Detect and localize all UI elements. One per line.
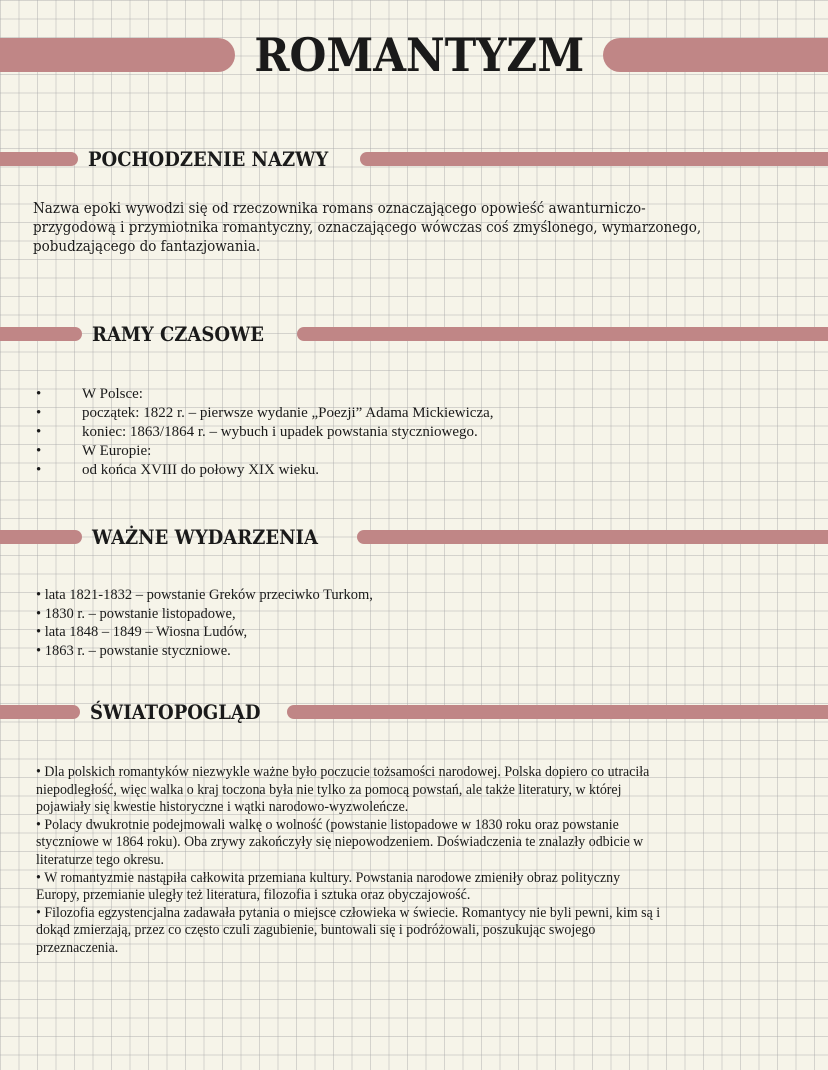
heading-ramy-czasowe: RAMY CZASOWE	[92, 322, 265, 346]
section-bar-right	[360, 152, 828, 166]
item-text: W Polsce:	[82, 386, 143, 402]
list-item	[36, 423, 494, 442]
heading-pochodzenie-nazwy: POCHODZENIE NAZWY	[88, 147, 329, 171]
section-bar-left	[0, 152, 78, 166]
section-bar-right	[357, 530, 828, 544]
list-item	[36, 442, 494, 461]
nazwa-paragraph	[33, 200, 701, 257]
section-bar-left	[0, 705, 80, 719]
item-text: od końca XVIII do połowy XIX wieku.	[82, 462, 320, 478]
text-line: Europy, przemianie uległy też literatura, filozofia i sztuka oraz obyczajowość.	[36, 887, 471, 904]
list-item: • lata 1821-1832 – powstanie Greków przeciwko Turkom,	[36, 587, 373, 603]
section-bar-left	[0, 327, 82, 341]
text-line: pojawiały się kwestie historyczne i wątki narodowo-wyzwoleńcze.	[36, 799, 409, 816]
text-line: przygodową i przymiotnika romantyczny, oznaczającego wówczas coś zmyślonego, wymarzonego,	[33, 220, 702, 236]
bullet: •	[36, 462, 42, 478]
list-item: • 1863 r. – powstanie styczniowe.	[36, 642, 231, 659]
page-title: ROMANTYZM	[254, 28, 585, 82]
ramy-list	[36, 385, 494, 480]
text-line: literaturze tego okresu.	[36, 851, 164, 868]
title-bar-right	[603, 38, 828, 72]
item-text: początek: 1822 r. – pierwsze wydanie „Poezji” Adama Mickiewicza,	[82, 405, 494, 421]
heading-swiatopoglad: ŚWIATOPOGLĄD	[90, 700, 261, 724]
text-line: • W romantyzmie nastąpiła całkowita przemiana kultury. Powstania narodowe zmieniły obraz polityczny	[36, 869, 621, 886]
section-bar-right	[287, 705, 828, 719]
text-line: niepodległość, więc walka o kraj toczona była nie tylko za pomocą powstań, ale także literatury, w której	[36, 781, 622, 798]
list-item	[36, 385, 494, 404]
bullet: •	[36, 424, 42, 440]
text-line: dokąd zmierzają, przez co często czuli zagubienie, buntowali się i podróżowali, poszukując swojego	[36, 922, 596, 939]
text-line: Nazwa epoki wywodzi się od rzeczownika romans oznaczającego opowieść awanturniczo-	[33, 201, 646, 217]
list-item	[36, 404, 494, 423]
section-bar-right	[297, 327, 828, 341]
bullet: •	[36, 386, 42, 402]
item-text: W Europie:	[82, 443, 152, 459]
item-text: koniec: 1863/1864 r. – wybuch i upadek powstania styczniowego.	[82, 424, 478, 440]
list-item: • lata 1848 – 1849 – Wiosna Ludów,	[36, 624, 248, 640]
bullet: •	[36, 443, 42, 459]
list-item	[36, 461, 494, 480]
list-item: • 1830 r. – powstanie listopadowe,	[36, 605, 236, 622]
text-line: • Dla polskich romantyków niezwykle ważne było poczucie tożsamości narodowej. Polska dopiero co utraciła	[36, 764, 650, 780]
heading-wazne-wydarzenia: WAŻNE WYDARZENIA	[92, 525, 318, 549]
text-line: styczniowe w 1864 roku). Oba zrywy zakończyły się niepowodzeniem. Doświadczenia te znalazły odbicie w	[36, 834, 644, 851]
section-bar-left	[0, 530, 82, 544]
bullet: •	[36, 405, 42, 421]
text-line: przeznaczenia.	[36, 939, 119, 956]
wydarzenia-list	[36, 586, 373, 660]
text-line: • Polacy dwukrotnie podejmowali walkę o wolność (powstanie listopadowe w 1830 roku oraz powstanie	[36, 816, 619, 833]
text-line: • Filozofia egzystencjalna zadawała pytania o miejsce człowieka w świecie. Romantycy nie byli pewni, kim są i	[36, 904, 661, 921]
title-bar-left	[0, 38, 235, 72]
swiatopoglad-text	[36, 764, 660, 958]
text-line: pobudzającego do fantazjowania.	[33, 239, 261, 255]
